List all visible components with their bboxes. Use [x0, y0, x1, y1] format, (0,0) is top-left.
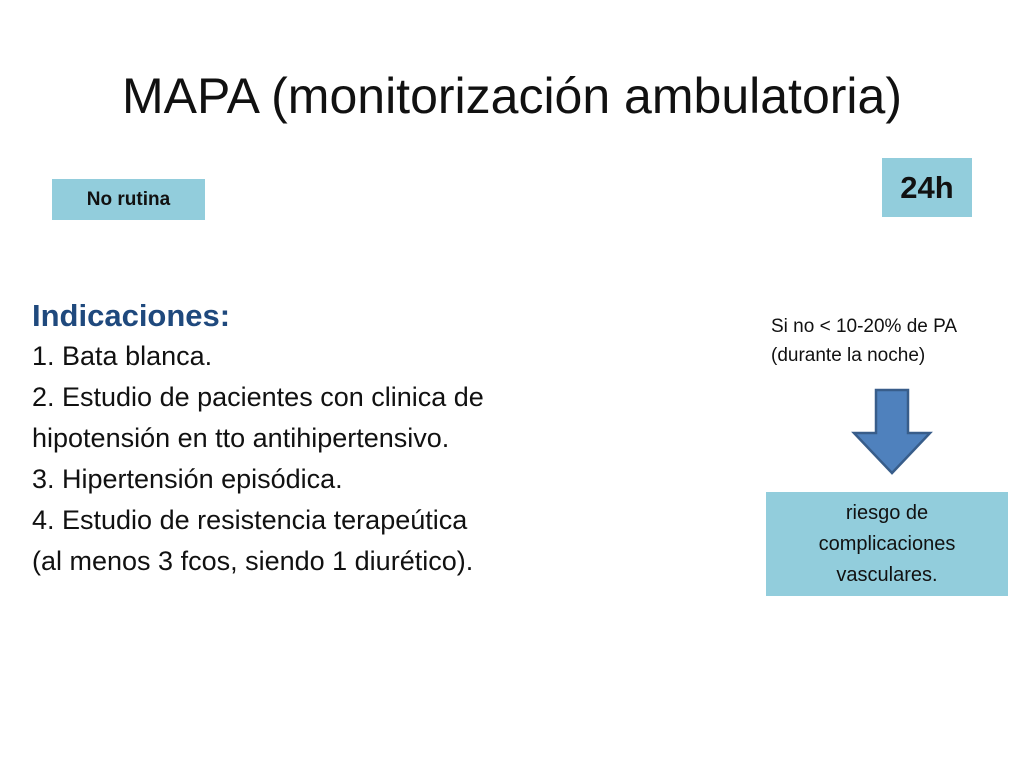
- indication-line: 3. Hipertensión episódica.: [32, 464, 343, 494]
- indication-line: 1. Bata blanca.: [32, 341, 213, 371]
- risk-line: riesgo de: [845, 502, 929, 524]
- risk-line: complicaciones: [818, 533, 956, 555]
- indication-line: hipotensión en tto antihipertensivo.: [32, 423, 450, 453]
- down-arrow-shape: [854, 390, 930, 473]
- indication-line: (al menos 3 fcos, siendo 1 diurético).: [32, 546, 474, 576]
- risk-box: [766, 492, 1008, 596]
- condition-note: [771, 312, 1011, 370]
- slide-title: MAPA (monitorización ambulatoria): [122, 68, 902, 124]
- down-arrow-icon: [851, 386, 933, 476]
- condition-note-line: Si no < 10-20% de PA: [771, 316, 958, 337]
- duration-badge: 24h: [882, 158, 972, 217]
- indications-heading: Indicaciones:: [32, 298, 231, 333]
- risk-line: vasculares.: [836, 564, 938, 586]
- indications-block: [32, 294, 612, 582]
- condition-note-line: (durante la noche): [771, 345, 926, 366]
- no-rutina-badge: No rutina: [52, 179, 205, 220]
- indication-line: 2. Estudio de pacientes con clinica de: [32, 382, 484, 412]
- indication-line: 4. Estudio de resistencia terapeútica: [32, 505, 468, 535]
